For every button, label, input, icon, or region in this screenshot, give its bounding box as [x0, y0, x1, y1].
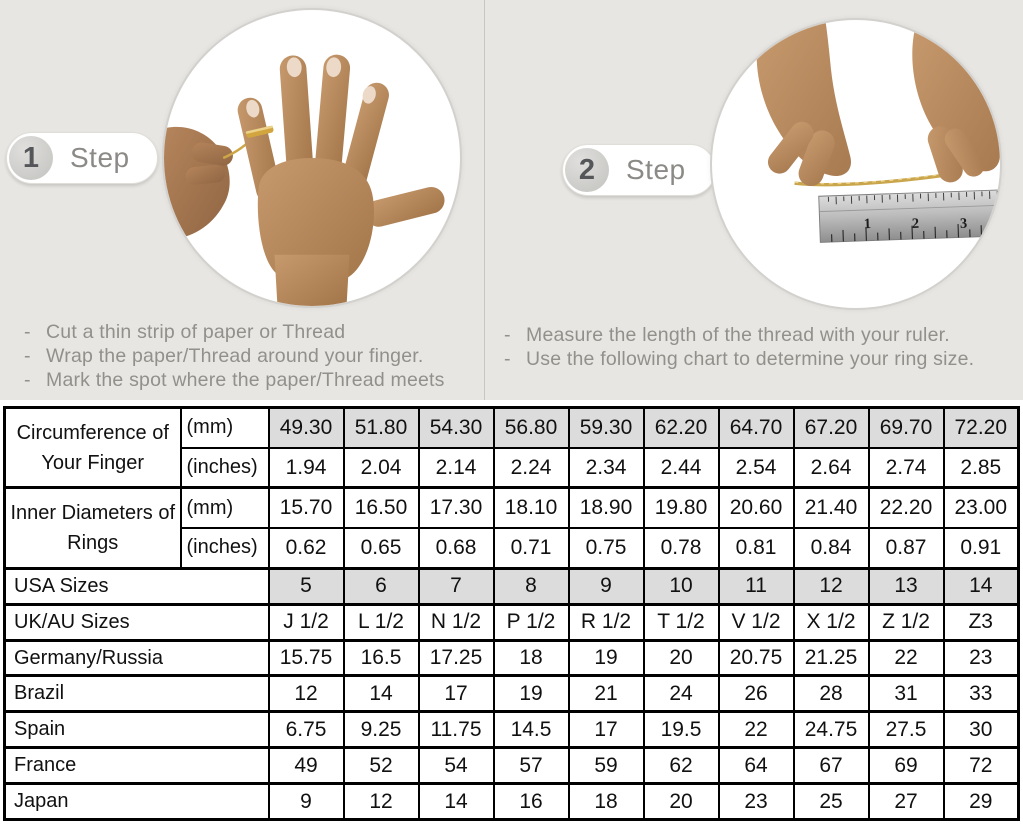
chart-value: 18: [494, 640, 569, 676]
chart-row-label: UK/AU Sizes: [5, 604, 269, 640]
chart-value: 0.91: [944, 528, 1019, 568]
chart-value: 0.71: [494, 528, 569, 568]
ring-size-chart: [3, 406, 1020, 821]
chart-value: 54: [419, 748, 494, 784]
bullet-dash: -: [24, 345, 31, 367]
chart-unit-label: (inches): [181, 448, 269, 488]
chart-value: 14: [344, 676, 419, 712]
chart-value: Z3: [944, 604, 1019, 640]
chart-value: 67: [794, 748, 869, 784]
chart-value: 25: [794, 784, 869, 820]
hand-with-thread-illustration: [164, 10, 460, 306]
instruction-item: [24, 344, 494, 368]
chart-value: 2.44: [644, 448, 719, 488]
chart-value: 62: [644, 748, 719, 784]
chart-value: 67.20: [794, 408, 869, 448]
chart-value: 11: [719, 568, 794, 604]
chart-value: 17: [569, 712, 644, 748]
chart-value: 62.20: [644, 408, 719, 448]
chart-value: 72: [944, 748, 1019, 784]
chart-value: 22: [869, 640, 944, 676]
chart-value: 13: [869, 568, 944, 604]
ruler: [819, 189, 1000, 242]
chart-row-label: Japan: [5, 784, 269, 820]
step1-photo: [162, 8, 462, 308]
chart-value: 19.80: [644, 488, 719, 528]
chart-value: 0.87: [869, 528, 944, 568]
chart-value: 21: [569, 676, 644, 712]
chart-row: [5, 676, 1019, 712]
chart-row: [5, 568, 1019, 604]
chart-value: 7: [419, 568, 494, 604]
chart-value: 18.90: [569, 488, 644, 528]
step1-label: Step: [70, 142, 130, 173]
chart-value: J 1/2: [269, 604, 344, 640]
chart-value: 12: [794, 568, 869, 604]
chart-value: 21.25: [794, 640, 869, 676]
chart-value: 22: [719, 712, 794, 748]
ruler-number: 1: [863, 216, 872, 233]
chart-value: 19: [569, 640, 644, 676]
chart-value: 57: [494, 748, 569, 784]
chart-row: [5, 640, 1019, 676]
chart-value: 0.81: [719, 528, 794, 568]
chart-value: 22.20: [869, 488, 944, 528]
step2-photo: [710, 18, 1002, 310]
chart-value: 16: [494, 784, 569, 820]
chart-value: 19.5: [644, 712, 719, 748]
chart-value: 31: [869, 676, 944, 712]
chart-value: 6.75: [269, 712, 344, 748]
step1-badge: [6, 132, 158, 184]
chart-value: 20.60: [719, 488, 794, 528]
chart-row: [5, 488, 1019, 528]
chart-value: 0.62: [269, 528, 344, 568]
ruler-number: 3: [959, 215, 968, 232]
chart-value: 20: [644, 640, 719, 676]
chart-row-label: Germany/Russia: [5, 640, 269, 676]
spread-hand: [235, 54, 447, 306]
chart-value: 18.10: [494, 488, 569, 528]
chart-value: 64: [719, 748, 794, 784]
bullet-dash: -: [504, 324, 511, 346]
chart-value: 27.5: [869, 712, 944, 748]
chart-value: 0.84: [794, 528, 869, 568]
bullet-dash: -: [24, 369, 31, 391]
chart-value: N 1/2: [419, 604, 494, 640]
chart-value: P 1/2: [494, 604, 569, 640]
chart-row-label: Spain: [5, 712, 269, 748]
chart-value: 2.74: [869, 448, 944, 488]
chart-value: 11.75: [419, 712, 494, 748]
hanging-thread: [183, 237, 186, 282]
chart-value: 2.24: [494, 448, 569, 488]
bullet-dash: -: [24, 321, 31, 343]
chart-row: [5, 748, 1019, 784]
chart-value: 17.25: [419, 640, 494, 676]
step2-label: Step: [626, 154, 686, 185]
right-hand: [912, 20, 1000, 186]
chart-value: 0.65: [344, 528, 419, 568]
chart-value: 27: [869, 784, 944, 820]
chart-value: 9: [569, 568, 644, 604]
chart-value: 52: [344, 748, 419, 784]
step2-badge: [562, 144, 716, 196]
chart-value: 26: [719, 676, 794, 712]
chart-row: [5, 408, 1019, 448]
chart-value: Z 1/2: [869, 604, 944, 640]
chart-value: 16.50: [344, 488, 419, 528]
chart-value: 21.40: [794, 488, 869, 528]
chart-value: 2.54: [719, 448, 794, 488]
size-chart-section: [0, 400, 1023, 826]
chart-value: 2.64: [794, 448, 869, 488]
instruction-text: Wrap the paper/Thread around your finger.: [46, 345, 424, 367]
chart-value: 9.25: [344, 712, 419, 748]
chart-value: 23: [719, 784, 794, 820]
chart-row-label: Inner Diameters of Rings: [5, 488, 181, 568]
chart-value: 64.70: [719, 408, 794, 448]
how-to-measure-section: [0, 0, 1023, 400]
chart-value: 14: [419, 784, 494, 820]
chart-value: 23.00: [944, 488, 1019, 528]
chart-value: 2.04: [344, 448, 419, 488]
chart-value: 24.75: [794, 712, 869, 748]
chart-row-label: Brazil: [5, 676, 269, 712]
chart-value: 51.80: [344, 408, 419, 448]
bullet-dash: -: [504, 348, 511, 370]
instruction-text: Mark the spot where the paper/Thread meets: [46, 369, 445, 391]
chart-value: 69.70: [869, 408, 944, 448]
instruction-item: [24, 320, 494, 344]
chart-value: 0.78: [644, 528, 719, 568]
chart-value: 15.75: [269, 640, 344, 676]
chart-value: 14: [944, 568, 1019, 604]
chart-value: 0.75: [569, 528, 644, 568]
chart-value: 20.75: [719, 640, 794, 676]
instruction-item: [24, 368, 494, 392]
chart-value: 17: [419, 676, 494, 712]
chart-value: 8: [494, 568, 569, 604]
chart-value: 14.5: [494, 712, 569, 748]
chart-value: 2.14: [419, 448, 494, 488]
step2-number: 2: [565, 148, 609, 192]
chart-value: T 1/2: [644, 604, 719, 640]
step1-instructions: [24, 320, 494, 392]
chart-value: 49: [269, 748, 344, 784]
chart-value: 23: [944, 640, 1019, 676]
chart-row-label: Circumference of Your Finger: [5, 408, 181, 488]
helper-hand: [164, 127, 234, 239]
chart-value: 29: [944, 784, 1019, 820]
chart-row-label: USA Sizes: [5, 568, 269, 604]
chart-value: R 1/2: [569, 604, 644, 640]
instruction-text: Use the following chart to determine your ring size.: [526, 348, 975, 370]
chart-value: X 1/2: [794, 604, 869, 640]
chart-value: 1.94: [269, 448, 344, 488]
chart-value: 2.34: [569, 448, 644, 488]
chart-value: 24: [644, 676, 719, 712]
chart-value: L 1/2: [344, 604, 419, 640]
chart-value: 54.30: [419, 408, 494, 448]
chart-value: 12: [344, 784, 419, 820]
chart-value: 5: [269, 568, 344, 604]
instruction-text: Cut a thin strip of paper or Thread: [46, 321, 346, 343]
chart-value: 12: [269, 676, 344, 712]
chart-unit-label: (mm): [181, 488, 269, 528]
thread-ruler-illustration: [712, 20, 1000, 308]
chart-value: V 1/2: [719, 604, 794, 640]
step1-number: 1: [9, 136, 53, 180]
left-hand: [757, 20, 851, 190]
chart-value: 9: [269, 784, 344, 820]
chart-value: 15.70: [269, 488, 344, 528]
chart-value: 56.80: [494, 408, 569, 448]
chart-value: 18: [569, 784, 644, 820]
chart-row: [5, 712, 1019, 748]
chart-unit-label: (mm): [181, 408, 269, 448]
chart-value: 2.85: [944, 448, 1019, 488]
chart-row: [5, 784, 1019, 820]
chart-value: 28: [794, 676, 869, 712]
chart-value: 16.5: [344, 640, 419, 676]
chart-value: 0.68: [419, 528, 494, 568]
chart-value: 33: [944, 676, 1019, 712]
chart-row-label: France: [5, 748, 269, 784]
step2-instructions: [504, 323, 1019, 371]
instruction-item: [504, 323, 1019, 347]
instruction-text: Measure the length of the thread with your ruler.: [526, 324, 950, 346]
chart-value: 10: [644, 568, 719, 604]
chart-row: [5, 604, 1019, 640]
chart-value: 17.30: [419, 488, 494, 528]
chart-value: 19: [494, 676, 569, 712]
chart-value: 30: [944, 712, 1019, 748]
chart-unit-label: (inches): [181, 528, 269, 568]
ruler-number: 2: [911, 215, 920, 233]
chart-value: 49.30: [269, 408, 344, 448]
chart-value: 69: [869, 748, 944, 784]
chart-value: 72.20: [944, 408, 1019, 448]
chart-value: 59.30: [569, 408, 644, 448]
chart-value: 6: [344, 568, 419, 604]
chart-value: 20: [644, 784, 719, 820]
fingernails: [245, 57, 378, 119]
instruction-item: [504, 347, 1019, 371]
chart-value: 59: [569, 748, 644, 784]
